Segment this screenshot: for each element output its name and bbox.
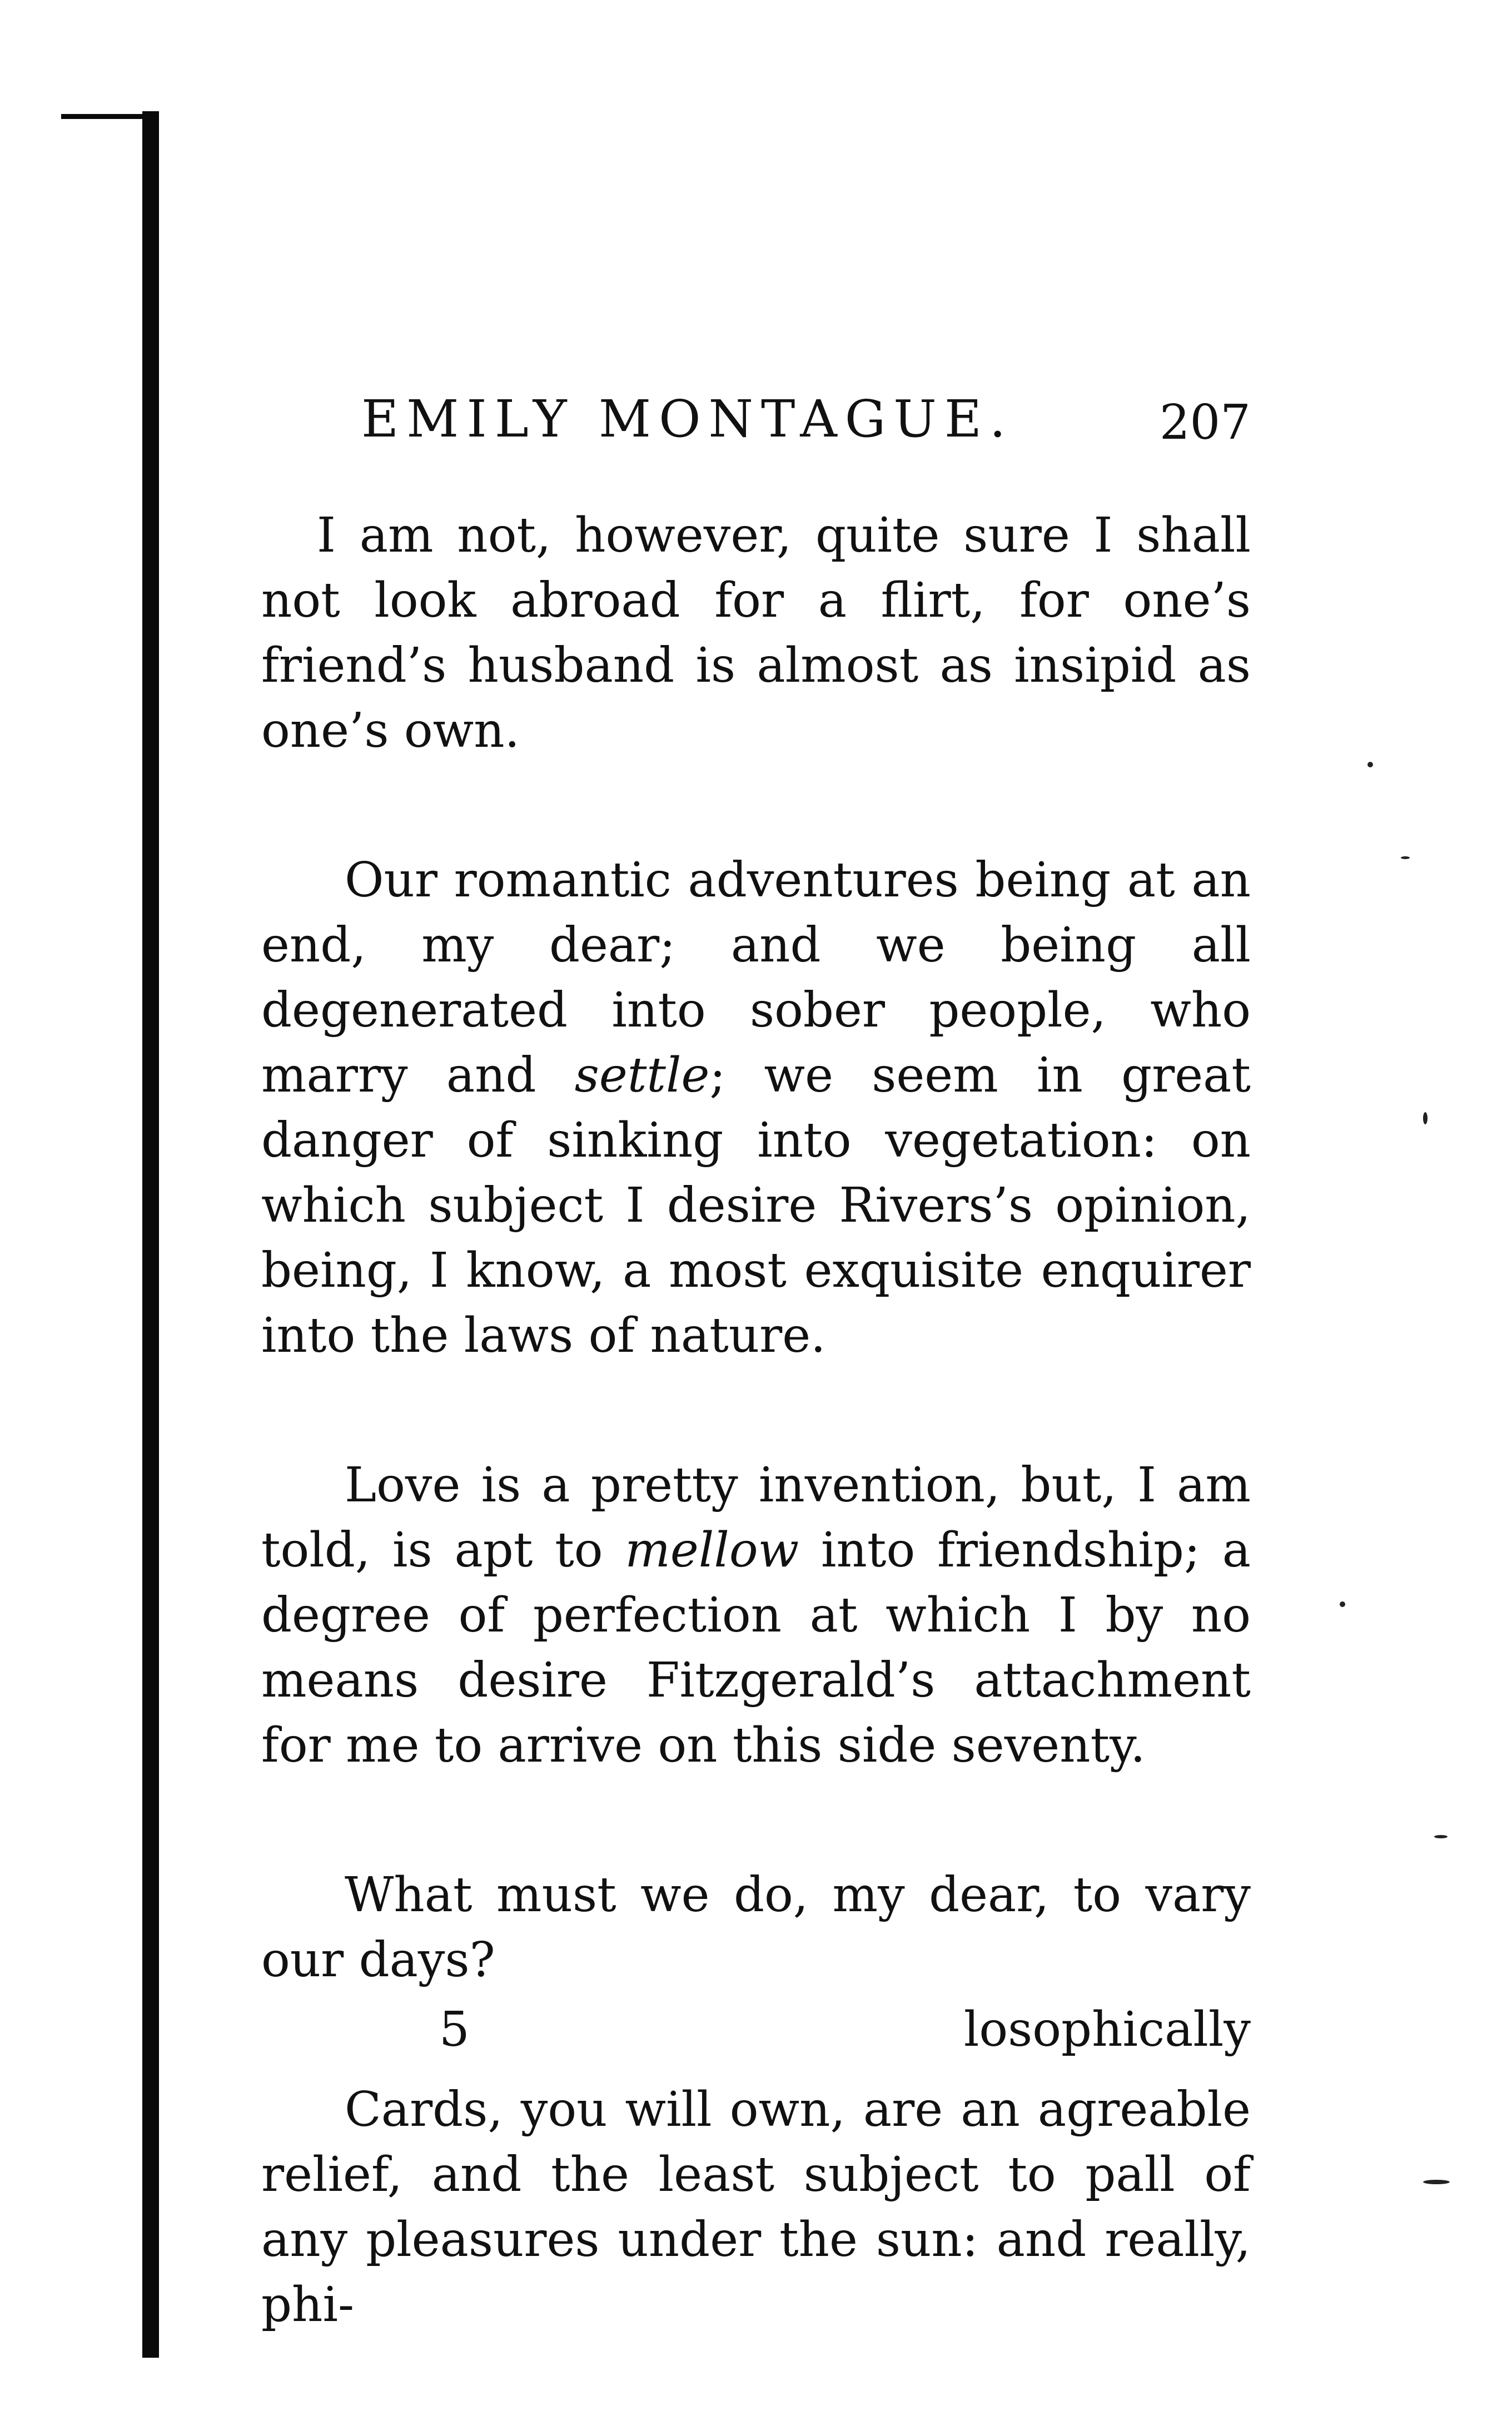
scan-speck <box>1423 1112 1428 1124</box>
page-number: 207 <box>1159 395 1251 450</box>
paragraph: What must we do, my dear, to vary our days? <box>261 1867 1251 1988</box>
page-header <box>361 389 1251 450</box>
page-footer <box>261 2002 1251 2069</box>
text-run: into friendship; a degree of perfection at which I by no means desire Fitzgerald’s attachment for me to arrive on this side seventy. <box>261 1523 1251 1773</box>
binding-edge-cap <box>61 114 145 119</box>
scan-speck <box>1340 1601 1345 1607</box>
text-run: ; we seem in great danger of sinking into vegetation: on which subject I desire Rivers’s opinion, being, I know, a most exquisite enquirer into the laws of nature. <box>261 1048 1251 1363</box>
scan-speck <box>1423 2180 1450 2184</box>
running-title: EMILY MONTAGUE. <box>361 389 1014 449</box>
italic-word: mellow <box>625 1523 799 1578</box>
body-text <box>261 503 1251 2422</box>
paragraph: Cards, you will own, are an agreable relief, and the least subject to pall of any pleasures under the sun: and really, phi- <box>261 2082 1251 2333</box>
text-run: Love is a pretty invention, but, I am told, is apt to <box>261 1457 1251 1578</box>
scan-speck <box>1434 1835 1448 1838</box>
signature-mark: 5 <box>439 2002 470 2057</box>
scan-speck <box>1401 856 1410 859</box>
paragraph <box>261 848 1251 1368</box>
text-run: Our romantic adventures being at an end, my dear; and we being all degenerated into sober people, who marry and <box>261 852 1251 1103</box>
italic-word: settle <box>574 1048 710 1103</box>
scan-speck <box>1367 762 1373 767</box>
paragraph <box>261 1453 1251 1778</box>
paragraph: I am not, however, quite sure I shall not look abroad for a flirt, for one’s friend’s husband is almost as insipid as one’s own. <box>261 508 1251 758</box>
binding-edge <box>142 111 159 2358</box>
catchword: losophically <box>963 2002 1251 2057</box>
